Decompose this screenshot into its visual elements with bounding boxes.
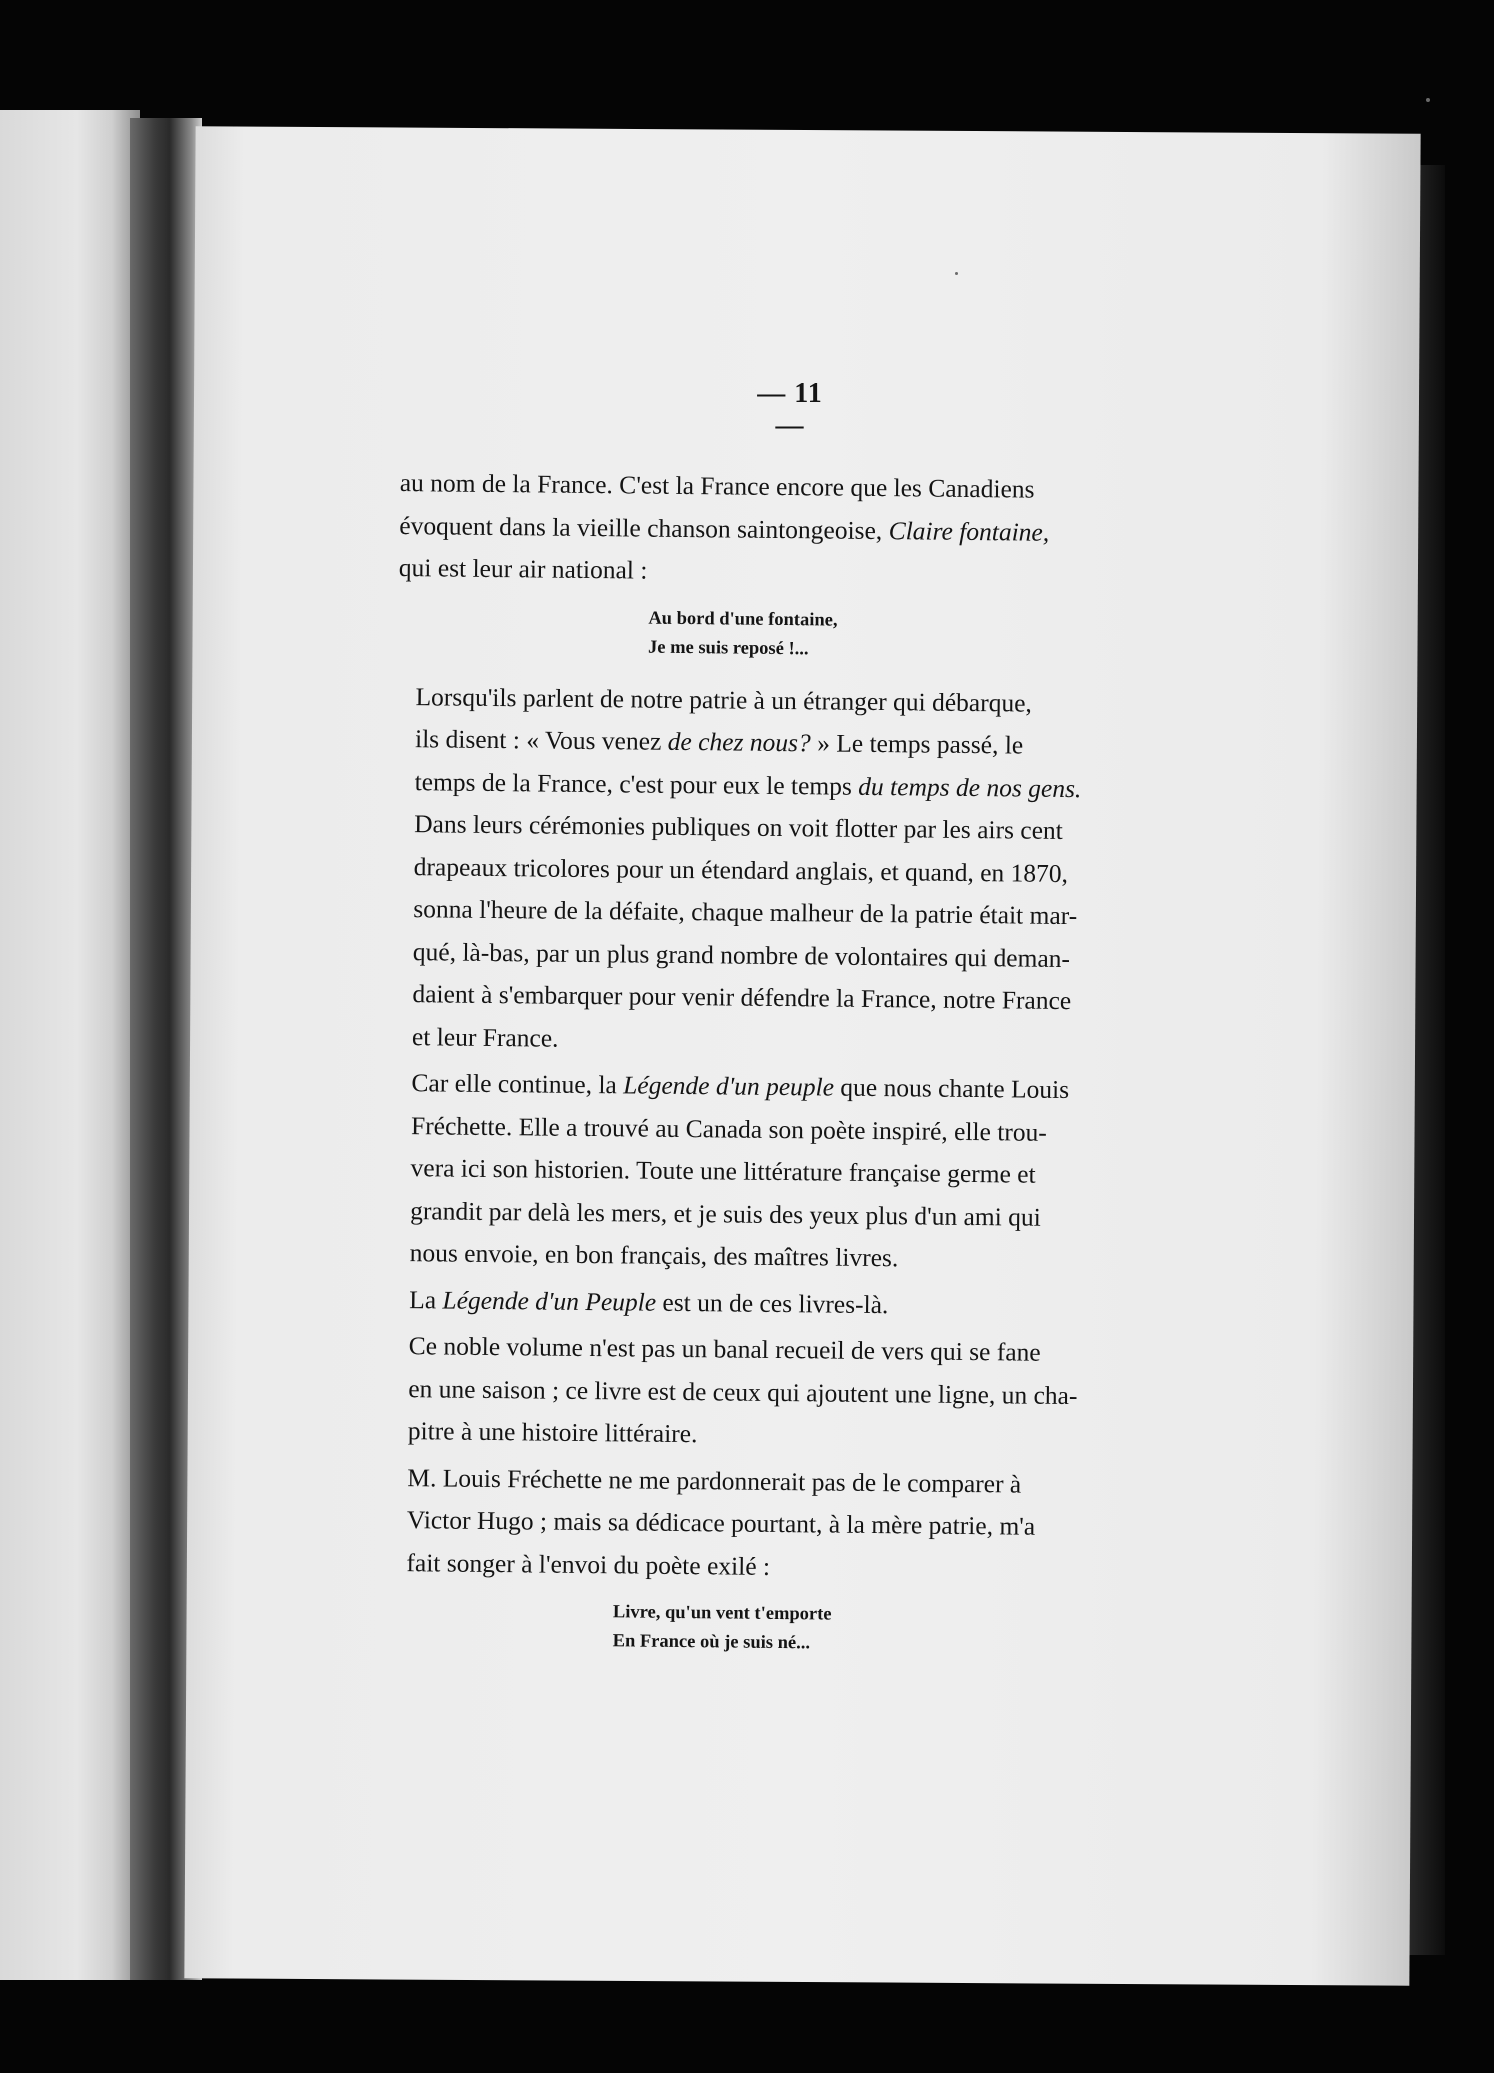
text-line: Ce noble volume n'est pas un banal recueil de vers qui se fane bbox=[408, 1331, 1041, 1367]
text-line: drapeaux tricolores pour un étendard anglais, et quand, en 1870, bbox=[413, 851, 1069, 888]
paragraph-1 bbox=[399, 462, 1150, 597]
verse-quote-1 bbox=[398, 601, 1149, 667]
text-line: Car elle continue, la Légende d'un peuple que nous chante Louis bbox=[411, 1068, 1070, 1105]
text-line: évoquent dans la vieille chanson saintongeoise, Claire fontaine, bbox=[399, 510, 1050, 547]
paragraph-4 bbox=[391, 1278, 1141, 1328]
page-number: — 11 — bbox=[757, 378, 823, 441]
verse-quote-2 bbox=[388, 1596, 1139, 1662]
verse-line: Livre, qu'un vent t'emporte bbox=[612, 1602, 832, 1625]
song-title: Claire fontaine, bbox=[888, 515, 1050, 547]
italic-phrase: de chez nous? bbox=[667, 726, 811, 758]
book-title: Légende d'un peuple bbox=[623, 1070, 835, 1102]
verse-line: En France où je suis né... bbox=[612, 1631, 811, 1654]
text-line: Dans leurs cérémonies publiques on voit flotter par les airs cent bbox=[414, 809, 1063, 845]
paragraph-2 bbox=[394, 675, 1148, 1065]
text-line: ils disent : « Vous venez de chez nous? » Le temps passé, le bbox=[414, 724, 1024, 760]
text-line: M. Louis Fréchette ne me pardonnerait pas de le comparer à bbox=[407, 1462, 1022, 1499]
text-line: fait songer à l'envoi du poète exilé : bbox=[406, 1547, 771, 1581]
text-line: au nom de la France. C'est la France encore que les Canadiens bbox=[399, 467, 1035, 504]
text-line: pitre à une histoire littéraire. bbox=[407, 1416, 698, 1449]
text-line: daient à s'embarquer pour venir défendre la France, notre France bbox=[412, 979, 1072, 1016]
text-line: temps de la France, c'est pour eux le temps du temps de nos gens. bbox=[414, 766, 1082, 803]
text-line: vera ici son historien. Toute une littérature française germe et bbox=[410, 1153, 1036, 1189]
text-line: qui est leur air national : bbox=[398, 552, 648, 585]
page-body bbox=[387, 462, 1150, 1678]
text-line: Fréchette. Elle a trouvé au Canada son poète inspiré, elle trou- bbox=[410, 1110, 1048, 1147]
text-line: nous envoie, en bon français, des maîtres livres. bbox=[409, 1238, 899, 1273]
text-line: Lorsqu'ils parlent de notre patrie à un étranger qui débarque, bbox=[415, 681, 1033, 718]
italic-phrase: du temps de nos gens. bbox=[858, 771, 1082, 803]
speck bbox=[955, 272, 958, 275]
text-line: qué, là-bas, par un plus grand nombre de volontaires qui deman- bbox=[412, 936, 1071, 973]
text-line: Victor Hugo ; mais sa dédicace pourtant, à la mère patrie, m'a bbox=[406, 1505, 1036, 1541]
paragraph-6 bbox=[388, 1456, 1139, 1591]
speck bbox=[1426, 98, 1430, 102]
text-line: en une saison ; ce livre est de ceux qui ajoutent une ligne, un cha- bbox=[408, 1373, 1078, 1410]
text-line: et leur France. bbox=[411, 1021, 559, 1053]
paragraph-3 bbox=[391, 1062, 1143, 1282]
verse-line: Je me suis reposé !... bbox=[647, 637, 809, 659]
text-line: La Légende d'un Peuple est un de ces livres-là. bbox=[409, 1284, 889, 1319]
paragraph-5 bbox=[390, 1325, 1141, 1460]
left-page-edge bbox=[0, 110, 140, 1980]
text-line: sonna l'heure de la défaite, chaque malheur de la patrie était mar- bbox=[413, 894, 1078, 931]
book-title: Légende d'un Peuple bbox=[442, 1284, 657, 1317]
text-line: grandit par delà les mers, et je suis des yeux plus d'un ami qui bbox=[410, 1195, 1041, 1232]
verse-line: Au bord d'une fontaine, bbox=[648, 608, 838, 631]
